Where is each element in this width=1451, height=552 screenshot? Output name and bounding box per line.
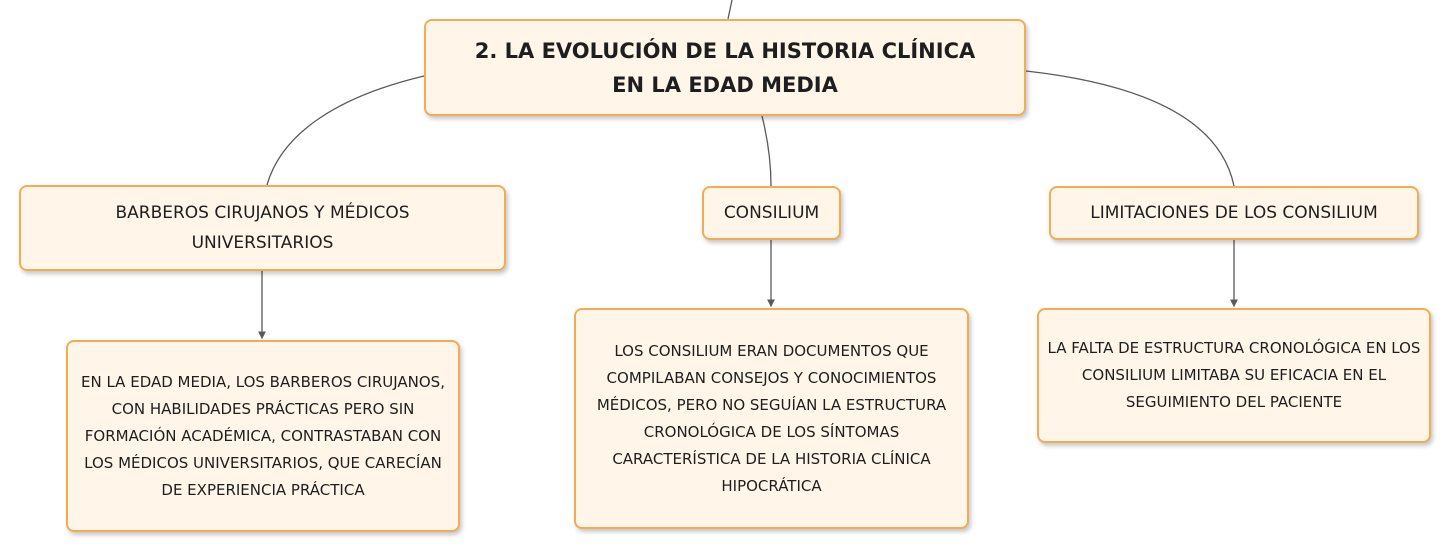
topic-label-barberos-cirujanos: BARBEROS CIRUJANOS Y MÉDICOS UNIVERSITARIOS (115, 203, 410, 253)
detail-text-consilium: LOS CONSILIUM ERAN DOCUMENTOS QUE COMPILABAN CONSEJOS Y CONOCIMIENTOS MÉDICOS, PERO NO SEGUÍAN LA ESTRUCTURA CRONOLÓGICA DE LOS SÍNTOMAS CARACTERÍSTICA DE LA HISTORIA CLÍNICA HIPOCRÁTICA (596, 341, 947, 495)
detail-text-limitaciones: LA FALTA DE ESTRUCTURA CRONOLÓGICA EN LOS CONSILIUM LIMITABA SU EFICACIA EN EL SEGUIMIENTO DEL PACIENTE (1047, 339, 1421, 411)
topic-node-limitaciones[interactable] (1049, 186, 1419, 240)
topic-node-consilium[interactable] (702, 186, 841, 240)
detail-text-barberos-cirujanos: EN LA EDAD MEDIA, LOS BARBEROS CIRUJANOS, CON HABILIDADES PRÁCTICAS PERO SIN FORMACIÓN ACADÉMICA, CONTRASTABAN CON LOS MÉDICOS UNIVERSITARIOS, QUE CARECÍAN DE EXPERIENCIA PRÁCTICA (81, 372, 445, 499)
connector-root-to-barberos (267, 76, 424, 185)
connector-root-to-limitaciones (1026, 71, 1234, 186)
topic-label-limitaciones: LIMITACIONES DE LOS CONSILIUM (1090, 203, 1378, 223)
detail-node-consilium[interactable] (574, 308, 969, 529)
detail-node-barberos-cirujanos[interactable] (66, 340, 460, 532)
topic-label-consilium: CONSILIUM (723, 203, 820, 223)
detail-node-limitaciones[interactable] (1037, 308, 1431, 443)
root-topic-node[interactable] (424, 19, 1026, 116)
connector-root-to-consilium (762, 116, 771, 186)
root-topic-title: 2. LA EVOLUCIÓN DE LA HISTORIA CLÍNICA EN LA EDAD MEDIA (474, 38, 976, 97)
connector-parent-to-root (728, 0, 732, 19)
topic-node-barberos-cirujanos[interactable] (19, 185, 506, 271)
